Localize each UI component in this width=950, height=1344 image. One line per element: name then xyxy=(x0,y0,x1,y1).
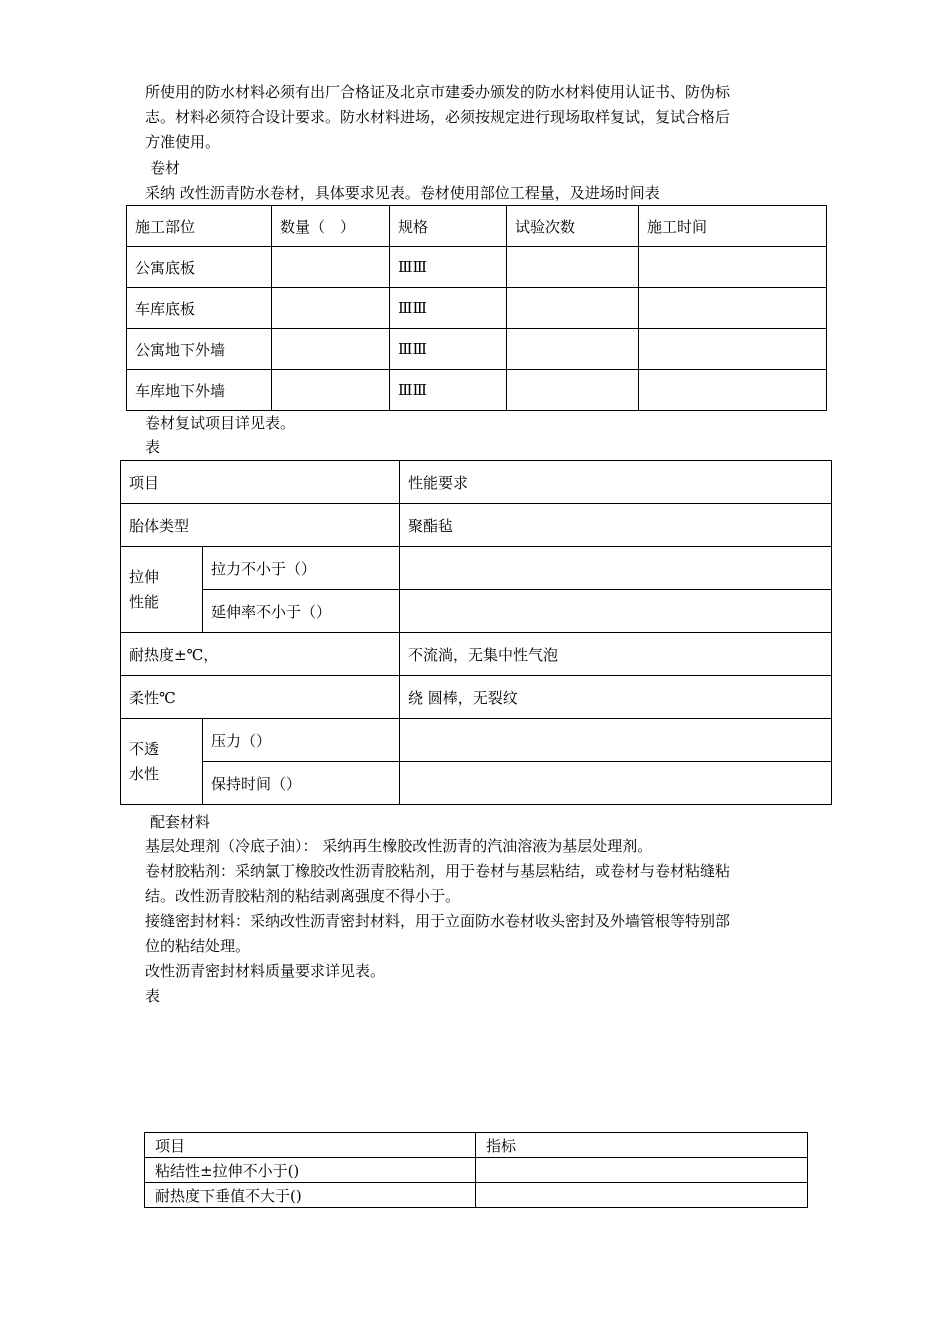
table-row xyxy=(127,370,827,411)
table-row xyxy=(121,633,832,676)
table-cell: 公寓地下外墙 xyxy=(127,329,272,370)
table-cell: 不流淌，无集中性气泡 xyxy=(400,633,832,676)
aux-line: 接缝密封材料：采纳改性沥青密封材料，用于立面防水卷材收头密封及外墙管根等特别部 xyxy=(145,912,731,930)
table-row xyxy=(121,762,832,805)
table-cell: ⅢⅢ xyxy=(390,247,507,288)
table-cell-group: 拉伸 性能 xyxy=(121,547,203,633)
aux-line: 卷材胶粘剂：采纳氯丁橡胶改性沥青胶粘剂，用于卷材与基层粘结，或卷材与卷材粘缝粘 xyxy=(145,862,731,880)
table-cell: ⅢⅢ xyxy=(390,370,507,411)
intro-paragraph xyxy=(145,80,810,155)
table-cell: 保持时间（） xyxy=(203,762,400,805)
aux-paragraph xyxy=(145,834,810,984)
header-cell: 试验次数 xyxy=(507,206,639,247)
table-label: 表 xyxy=(145,987,161,1005)
table-cell: 压力（） xyxy=(203,719,400,762)
table-row xyxy=(127,247,827,288)
roll-usage-table xyxy=(126,205,827,411)
table-header-row xyxy=(127,206,827,247)
section-heading-roll: 卷材 xyxy=(150,159,181,177)
table-cell xyxy=(400,762,832,805)
table-cell: 耐热度±℃， xyxy=(121,633,400,676)
table-cell: 胎体类型 xyxy=(121,504,400,547)
table-cell: 粘结性±拉伸不小于() xyxy=(145,1158,476,1183)
header-cell: 项目 xyxy=(121,461,400,504)
intro-line: 方准使用。 xyxy=(145,133,221,151)
table-cell: 延伸率不小于（） xyxy=(203,590,400,633)
table-cell xyxy=(272,288,390,329)
header-cell: 性能要求 xyxy=(400,461,832,504)
table-row xyxy=(121,547,832,590)
table-cell: 聚酯毡 xyxy=(400,504,832,547)
table-cell xyxy=(639,370,827,411)
table-cell xyxy=(507,370,639,411)
header-cell: 施工部位 xyxy=(127,206,272,247)
table-cell: 柔性℃ xyxy=(121,676,400,719)
table-cell xyxy=(639,288,827,329)
table-header-row xyxy=(145,1133,808,1158)
table-cell xyxy=(476,1183,808,1208)
table-row xyxy=(121,504,832,547)
table-cell xyxy=(400,719,832,762)
table-label: 表 xyxy=(145,438,161,456)
table-cell: 公寓底板 xyxy=(127,247,272,288)
table-cell: 车库底板 xyxy=(127,288,272,329)
table-header-row xyxy=(121,461,832,504)
table-row xyxy=(121,676,832,719)
header-cell: 数量（ ） xyxy=(272,206,390,247)
table-cell: ⅢⅢ xyxy=(390,329,507,370)
table-cell xyxy=(507,329,639,370)
intro-line: 所使用的防水材料必须有出厂合格证及北京市建委办颁发的防水材料使用认证书、防伪标 xyxy=(145,83,731,101)
table-cell xyxy=(400,590,832,633)
table-cell: 车库地下外墙 xyxy=(127,370,272,411)
header-cell: 指标 xyxy=(476,1133,808,1158)
table-cell xyxy=(507,288,639,329)
table-cell xyxy=(639,329,827,370)
section-heading-aux: 配套材料 xyxy=(150,813,211,831)
table-row xyxy=(121,719,832,762)
table-cell xyxy=(272,329,390,370)
roll-description: 采纳 改性沥青防水卷材，具体要求见表。卷材使用部位工程量，及进场时间表 xyxy=(145,184,660,202)
aux-line: 位的粘结处理。 xyxy=(145,937,251,955)
table-cell xyxy=(639,247,827,288)
header-cell: 规格 xyxy=(390,206,507,247)
aux-line: 结。改性沥青胶粘剂的粘结剥离强度不得小于。 xyxy=(145,887,461,905)
table-row xyxy=(145,1158,808,1183)
table-cell xyxy=(400,547,832,590)
table-cell: ⅢⅢ xyxy=(390,288,507,329)
table-cell: 绕 圆棒，无裂纹 xyxy=(400,676,832,719)
intro-line: 志。材料必须符合设计要求。防水材料进场，必须按规定进行现场取样复试，复试合格后 xyxy=(145,108,731,126)
sealant-quality-table xyxy=(144,1132,808,1208)
table-row xyxy=(145,1183,808,1208)
table-cell xyxy=(272,370,390,411)
table-row xyxy=(127,288,827,329)
table-cell-group: 不透 水性 xyxy=(121,719,203,805)
header-cell: 施工时间 xyxy=(639,206,827,247)
table-row xyxy=(127,329,827,370)
table-cell xyxy=(476,1158,808,1183)
table-row xyxy=(121,590,832,633)
table-cell xyxy=(507,247,639,288)
aux-line: 基层处理剂（冷底子油）： 采纳再生橡胶改性沥青的汽油溶液为基层处理剂。 xyxy=(145,837,653,855)
header-cell: 项目 xyxy=(145,1133,476,1158)
retest-note: 卷材复试项目详见表。 xyxy=(145,414,296,432)
aux-line: 改性沥青密封材料质量要求详见表。 xyxy=(145,962,386,980)
table-cell xyxy=(272,247,390,288)
retest-items-table xyxy=(120,460,832,805)
table-cell: 拉力不小于（） xyxy=(203,547,400,590)
table-cell: 耐热度下垂值不大于() xyxy=(145,1183,476,1208)
